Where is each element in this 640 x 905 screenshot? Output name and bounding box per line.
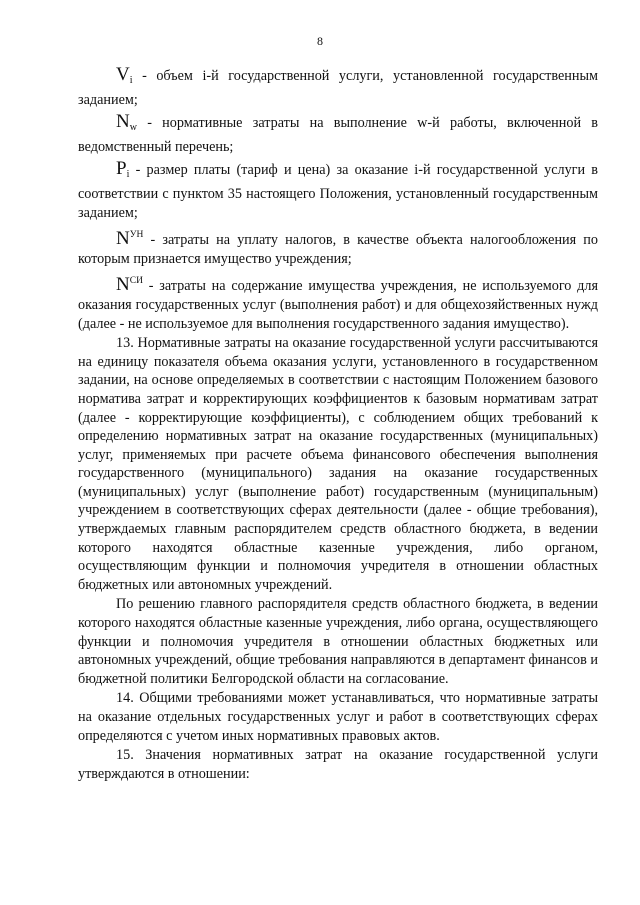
definition-text: - размер платы (тариф и цена) за оказание i-й государственной услуги в соответствии с пунктом 35 настоящего Положения, установленный государственным заданием; xyxy=(78,162,598,221)
definition-work-costs xyxy=(78,113,598,156)
definition-property-costs xyxy=(78,272,598,333)
paragraph-14: 14. Общими требованиями может устанавливаться, что нормативные затраты на оказание отдельных государственных услуг и работ в соответствующих сферах определяются с учетом иных нормативных правовых актов. xyxy=(78,690,598,744)
definition-fee xyxy=(78,160,598,222)
page-number: 8 xyxy=(317,34,323,48)
paragraph-approval: По решению главного распорядителя средств областного бюджета, в ведении которого находятся областные казенные учреждения, либо органа, осуществляющего функции и полномочия учредителя в отношении областных бюджетных или автономных учреждений, общие требования направляются в департамент финансов и бюджетной политики Белгородской области на согласование. xyxy=(78,596,598,687)
formula-subscript: i xyxy=(126,169,130,181)
definition-text: - затраты на уплату налогов, в качестве объекта налогообложения по которым признается имущество учреждения; xyxy=(78,232,598,267)
formula-symbol: N xyxy=(116,274,130,296)
formula-superscript: УН xyxy=(129,230,144,241)
document-body xyxy=(78,62,598,783)
paragraph-13: 13. Нормативные затраты на оказание государственной услуги рассчитываются на единицу показателя объема оказания услуги, установленного в государственном задании, на основе определяемых в соответствии с настоящим Положением базового норматива затрат и корректирующих коэффициентов к базовым нормативам затрат (далее - корректирующие коэффициенты), с соблюдением общих требований к определению нормативных затрат на оказание государственных (муниципальных) услуг, применяемых при расчете объема финансового обеспечения выполнения государственного (муниципального) задания на оказание государственных (муниципальных) услуг (выполнение работ) государственным (муниципальным) учреждением в соответствующих сферах деятельности (далее - общие требования), утверждаемых главным распорядителем средств областного бюджета, в ведении которого находятся областные казенные учреждения, либо органом, осуществляющим функции и полномочия учредителя в отношении областных бюджетных или автономных учреждений. xyxy=(78,335,598,593)
definition-text: - объем i-й государственной услуги, установленной государственным заданием; xyxy=(78,68,598,108)
definition-volume xyxy=(78,66,598,109)
formula-subscript: i xyxy=(129,75,133,86)
formula-symbol: N xyxy=(116,111,130,133)
formula-superscript: СИ xyxy=(129,276,143,287)
paragraph-15: 15. Значения нормативных затрат на оказание государственной услуги утверждаются в отношении: xyxy=(78,747,598,782)
definition-tax-costs xyxy=(78,226,598,268)
formula-symbol: N xyxy=(116,228,130,250)
definition-text: - затраты на содержание имущества учреждения, не используемого для оказания государственных услуг (выполнения работ) и для общехозяйственных нужд (далее - не используемое для выполнения государственного задания имущество). xyxy=(78,278,598,332)
formula-subscript: w xyxy=(129,122,137,134)
definition-text: - нормативные затраты на выполнение w-й работы, включенной в ведомственный перечень; xyxy=(78,115,598,155)
formula-symbol: P xyxy=(116,158,127,180)
formula-symbol: V xyxy=(116,64,130,85)
